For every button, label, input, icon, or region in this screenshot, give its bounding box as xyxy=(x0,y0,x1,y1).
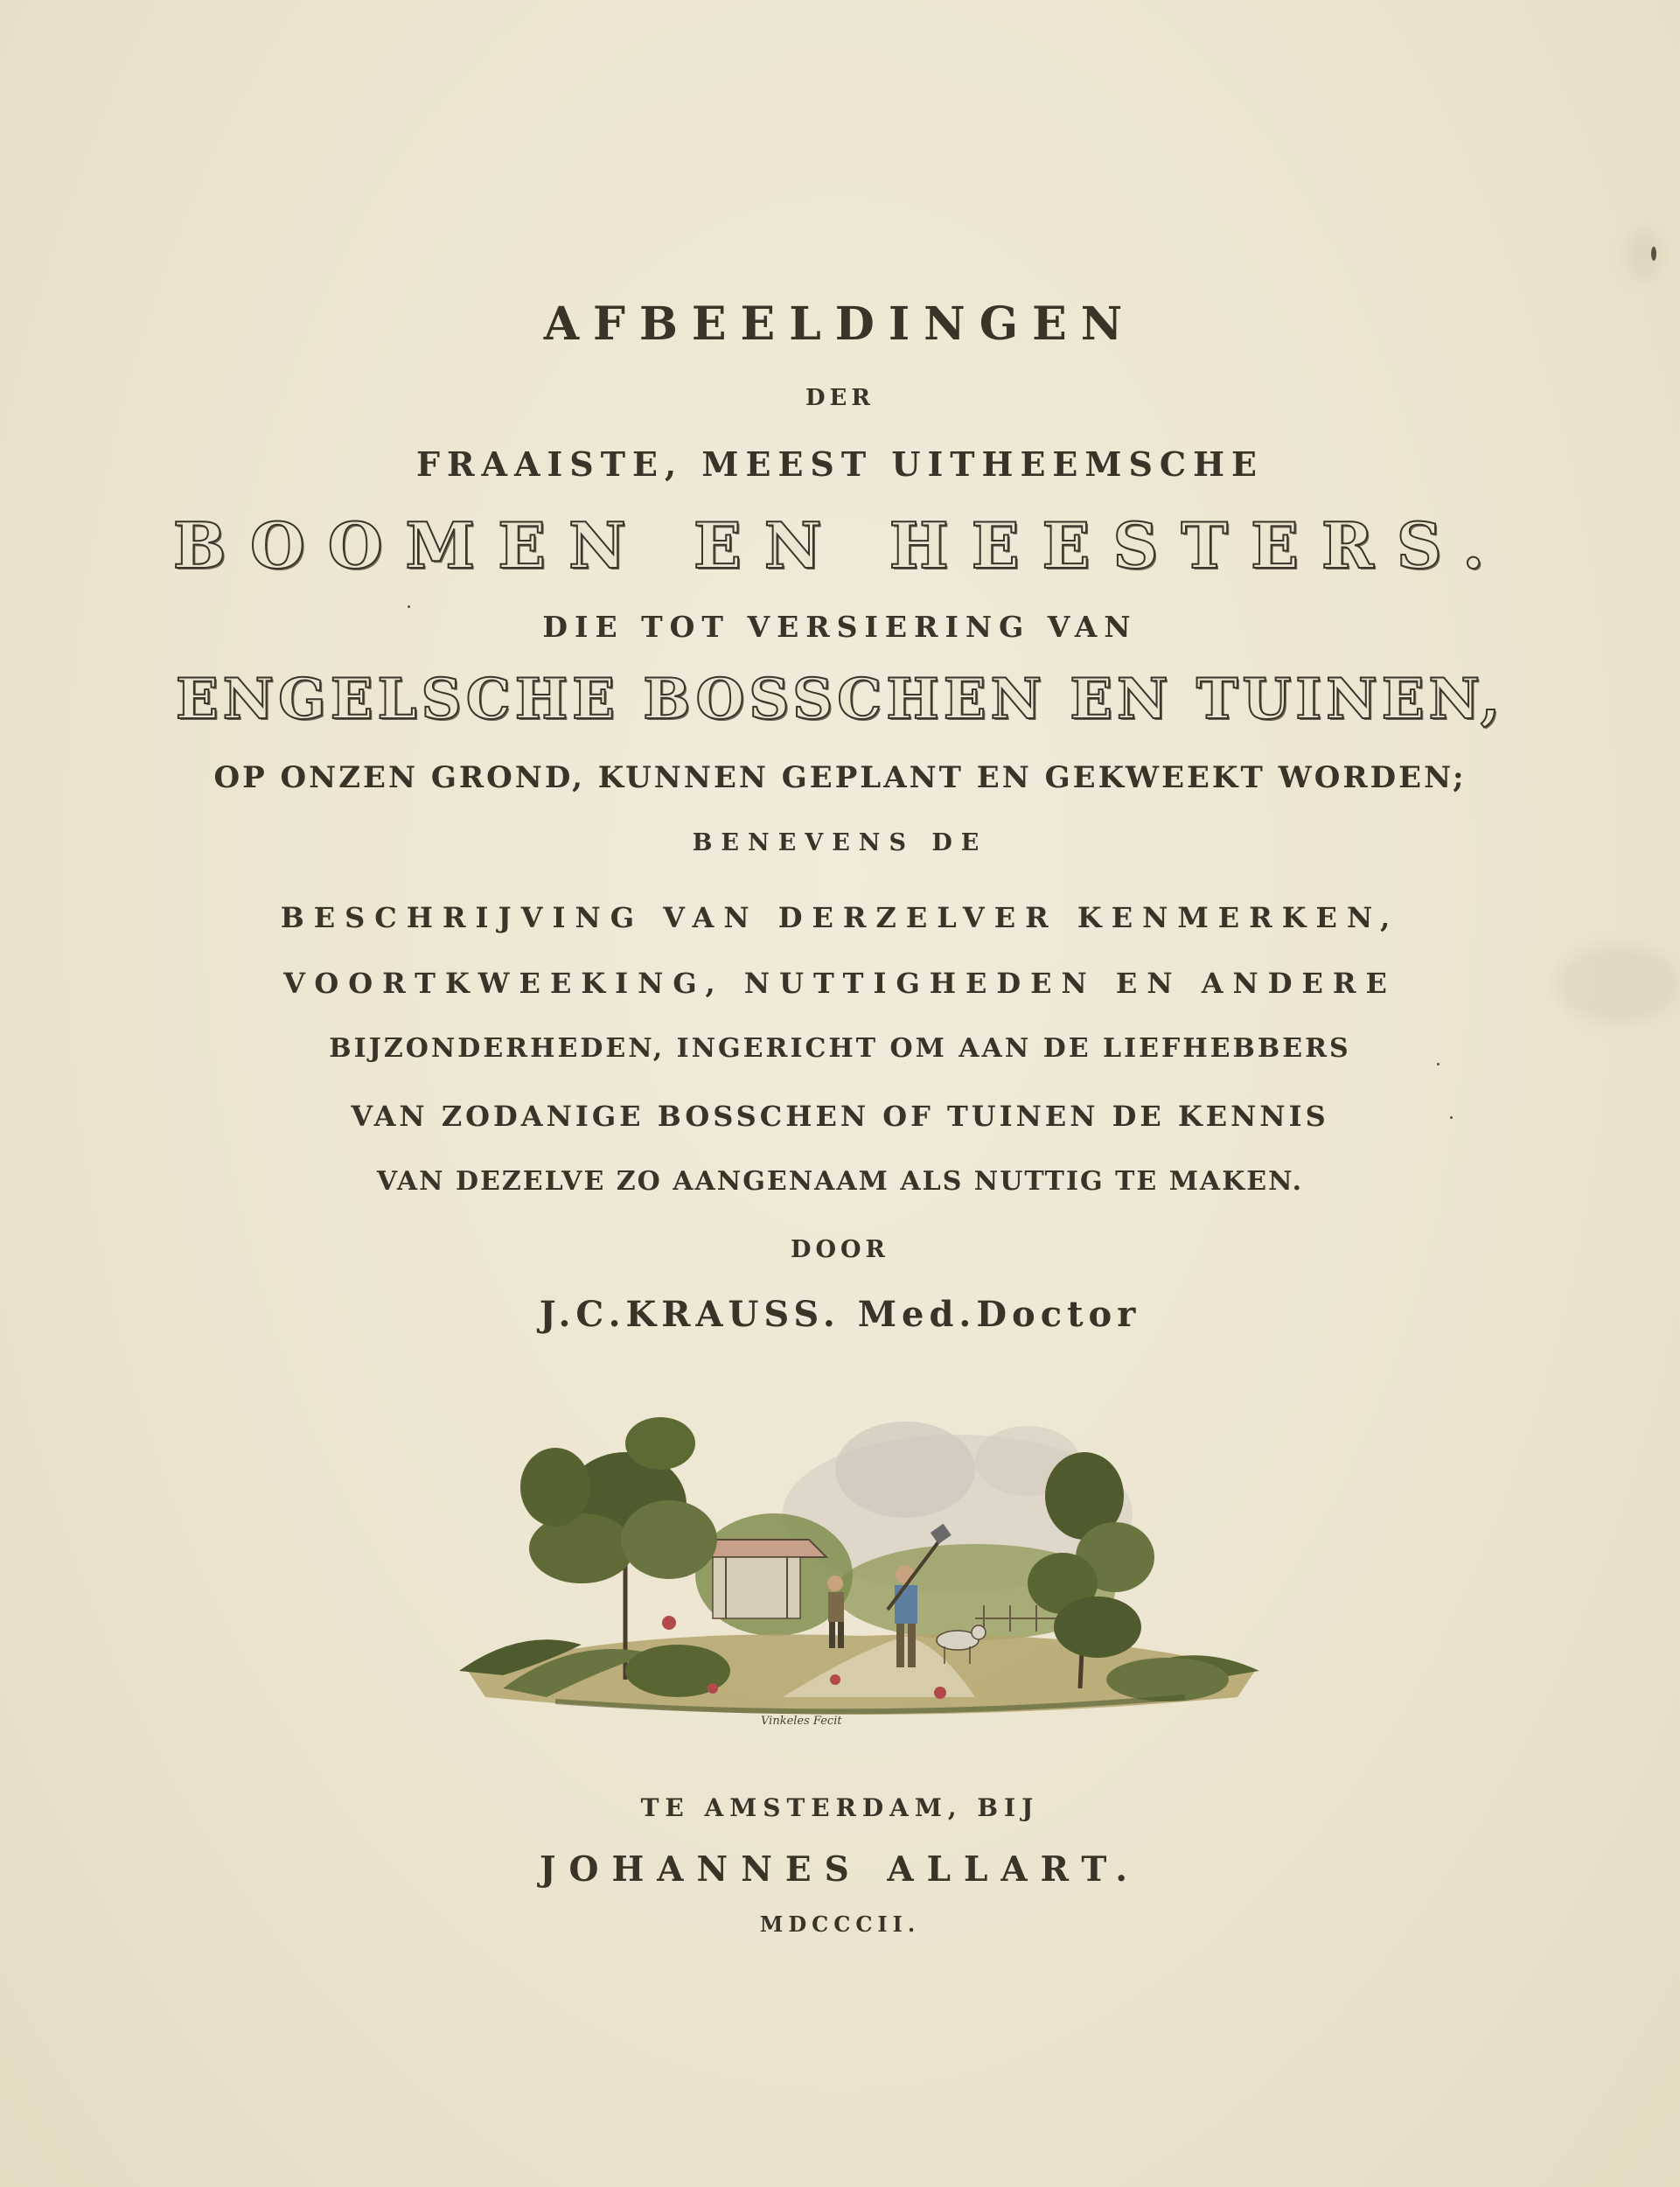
garden-vignette-illustration xyxy=(450,1408,1268,1741)
title-line-fraaiste: FRAAISTE, MEEST UITHEEMSCHE xyxy=(415,444,1265,484)
imprint-year: MDCCCII. xyxy=(759,1911,921,1937)
title-line-beschrijving: BESCHRIJVING VAN DERZELVER KENMERKEN, xyxy=(280,901,1400,934)
paper-speck xyxy=(1651,247,1656,261)
paper-stain xyxy=(1627,227,1662,280)
title-line-voortkweeking: VOORTKWEEKING, NUTTIGHEDEN EN ANDERE xyxy=(283,967,1397,1000)
title-line-op-onzen-grond: OP ONZEN GROND, KUNNEN GEPLANT EN GEKWEEKT WORDEN; xyxy=(213,760,1467,795)
paper-speck xyxy=(1437,1063,1440,1066)
title-line-van-zodanige: VAN ZODANIGE BOSSCHEN OF TUINEN DE KENNIS xyxy=(351,1100,1329,1133)
author-line: J.C.KRAUSS. Med.Doctor xyxy=(539,1294,1141,1335)
title-line-door: DOOR xyxy=(791,1236,889,1263)
cloud xyxy=(835,1422,975,1518)
title-line-die-tot: DIE TOT VERSIERING VAN xyxy=(542,610,1138,644)
paper-speck xyxy=(408,605,410,608)
title-line-der: DER xyxy=(805,385,875,411)
title-line-afbeeldingen: AFBEELDINGEN xyxy=(543,297,1137,351)
title-line-boomen-heesters: BOOMEN EN HEESTERS. xyxy=(172,508,1508,583)
imprint-publisher: JOHANNES ALLART. xyxy=(540,1849,1140,1890)
title-line-benevens: BENEVENS DE xyxy=(692,829,988,856)
title-line-van-dezelve: VAN DEZELVE ZO AANGENAAM ALS NUTTIG TE MAKEN. xyxy=(376,1166,1304,1197)
title-line-engelsche-bosschen: ENGELSCHE BOSSCHEN EN TUINEN, xyxy=(175,667,1505,732)
title-line-bijzonderheden: BIJZONDERHEDEN, INGERICHT OM AAN DE LIEFHEBBERS xyxy=(329,1033,1351,1064)
engraver-signature: Vinkeles Fecit xyxy=(761,1715,842,1728)
imprint-amsterdam: TE AMSTERDAM, BIJ xyxy=(640,1793,1040,1822)
